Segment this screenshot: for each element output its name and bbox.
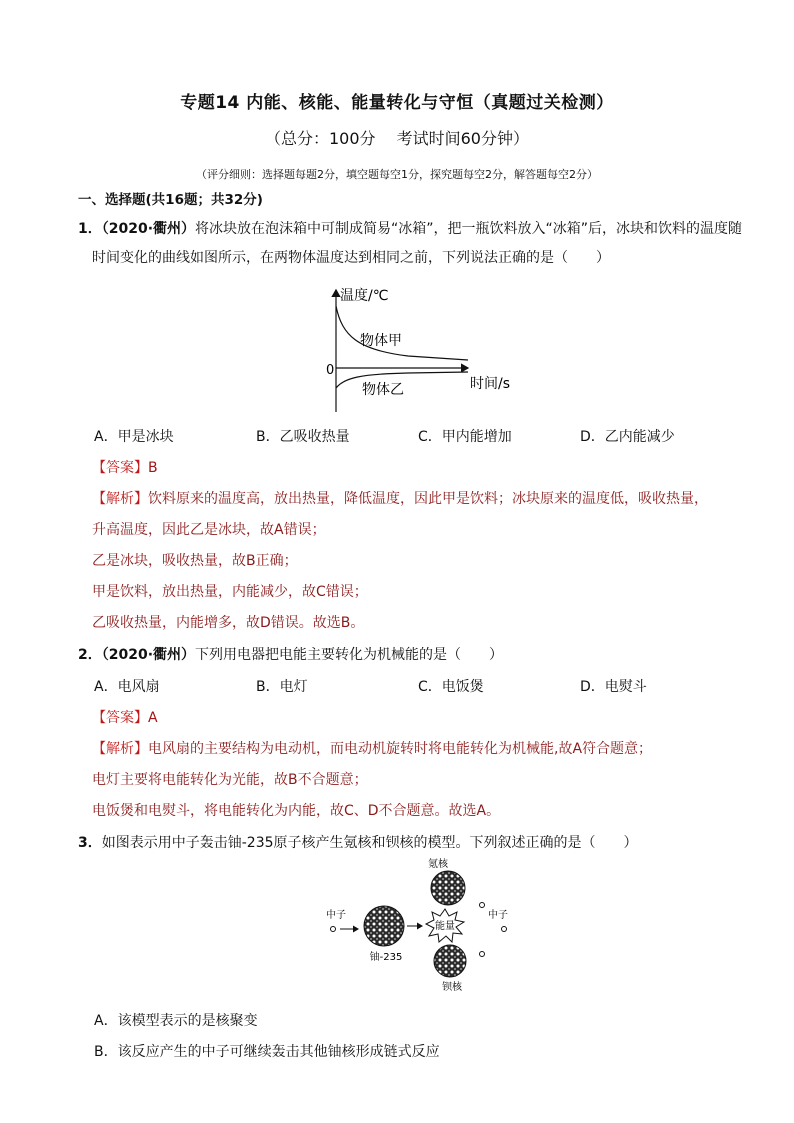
y-axis-label: 温度/℃ — [340, 288, 389, 304]
answer-tag: 【答案】 — [92, 460, 148, 476]
krypton-nucleus — [431, 871, 465, 905]
temperature-time-graph — [300, 284, 540, 418]
answer-tag: 【答案】 — [92, 710, 148, 726]
analysis-text: 电风扇的主要结构为电动机，而电动机旋转时将电能转化为机械能,故A符合题意； — [148, 741, 653, 757]
option-b: B．该反应产生的中子可继续轰击其他铀核形成链式反应 — [94, 1044, 440, 1060]
question-number: 3． — [78, 835, 102, 851]
analysis-line: 电灯主要将电能转化为光能，故B不合题意； — [92, 772, 368, 788]
analysis-line — [92, 738, 652, 758]
analysis-line: 乙是冰块，吸收热量，故B正确； — [92, 553, 298, 569]
analysis-line: 甲是饮料，放出热量，内能减少，故C错误； — [92, 584, 368, 600]
uranium-label: 铀-235 — [369, 952, 403, 963]
answer-value: B — [148, 460, 158, 476]
scoring-rules: （评分细则：选择题每题2分，填空题每空1分，探究题每空2分，解答题每空2分） — [196, 168, 598, 181]
question-number: 2． — [78, 647, 102, 663]
question-1-line1 — [78, 218, 742, 238]
analysis-line — [92, 488, 708, 508]
neutron-left-label: 中子 — [326, 910, 346, 921]
neutron-right-label: 中子 — [488, 910, 508, 921]
question-text: 下列用电器把电能主要转化为机械能的是（ ） — [195, 647, 504, 663]
question-3-line1 — [78, 832, 638, 852]
answer-value: A — [148, 710, 158, 726]
neutron-right — [480, 952, 485, 957]
barium-label: 钡核 — [442, 982, 462, 993]
energy-label: 能量 — [435, 921, 455, 932]
analysis-line: 乙吸收热量，内能增多，故D错误。故选B。 — [92, 615, 365, 631]
answer — [92, 457, 158, 477]
option-d: D．乙内能减少 — [580, 429, 675, 445]
curve-jia-label: 物体甲 — [360, 333, 402, 349]
question-2-line1 — [78, 644, 503, 664]
option-d: D．电熨斗 — [580, 679, 647, 695]
question-1-line2: 时间变化的曲线如图所示，在两物体温度达到相同之前，下列说法正确的是（ ） — [92, 250, 610, 266]
origin-label: 0 — [326, 363, 335, 378]
option-c: C．电饭煲 — [418, 679, 484, 695]
question-text: 如图表示用中子轰击铀-235原子核产生氪核和钡核的模型。下列叙述正确的是（ ） — [101, 835, 638, 851]
neutron-right — [480, 903, 485, 908]
analysis-tag: 【解析】 — [92, 491, 148, 507]
option-a: A．甲是冰块 — [94, 429, 174, 445]
neutron-right — [502, 927, 507, 932]
answer — [92, 707, 158, 727]
curve-yi-label: 物体乙 — [362, 382, 404, 398]
page-title: 专题14 内能、核能、能量转化与守恒（真题过关检测） — [180, 93, 614, 113]
question-text: 将冰块放在泡沫箱中可制成简易“冰箱”，把一瓶饮料放入“冰箱”后，冰块和饮料的温度随 — [195, 221, 743, 237]
section-heading: 一、选择题(共16题；共32分) — [78, 192, 263, 208]
barium-nucleus — [434, 945, 466, 977]
question-source: （2020·衢州） — [101, 221, 196, 237]
x-axis-label: 时间/s — [470, 376, 511, 392]
fission-diagram — [318, 856, 526, 996]
option-b: B．乙吸收热量 — [256, 429, 350, 445]
exam-info: （总分：100分 考试时间60分钟） — [265, 129, 529, 148]
question-number: 1． — [78, 221, 102, 237]
uranium-nucleus — [364, 906, 404, 946]
option-a: A．电风扇 — [94, 679, 160, 695]
question-source: （2020·衢州） — [101, 647, 196, 663]
option-b: B．电灯 — [256, 679, 308, 695]
neutron-left — [331, 927, 336, 932]
analysis-text: 饮料原来的温度高，放出热量，降低温度，因此甲是饮料；冰块原来的温度低，吸收热量， — [148, 491, 708, 507]
curve-jia — [336, 306, 468, 360]
option-c: C．甲内能增加 — [418, 429, 512, 445]
analysis-tag: 【解析】 — [92, 741, 148, 757]
analysis-line: 升高温度，因此乙是冰块，故A错误； — [92, 522, 326, 538]
option-a: A．该模型表示的是核聚变 — [94, 1013, 258, 1029]
krypton-label: 氪核 — [428, 859, 448, 870]
analysis-line: 电饭煲和电熨斗，将电能转化为内能，故C、D不合题意。故选A。 — [92, 803, 501, 819]
